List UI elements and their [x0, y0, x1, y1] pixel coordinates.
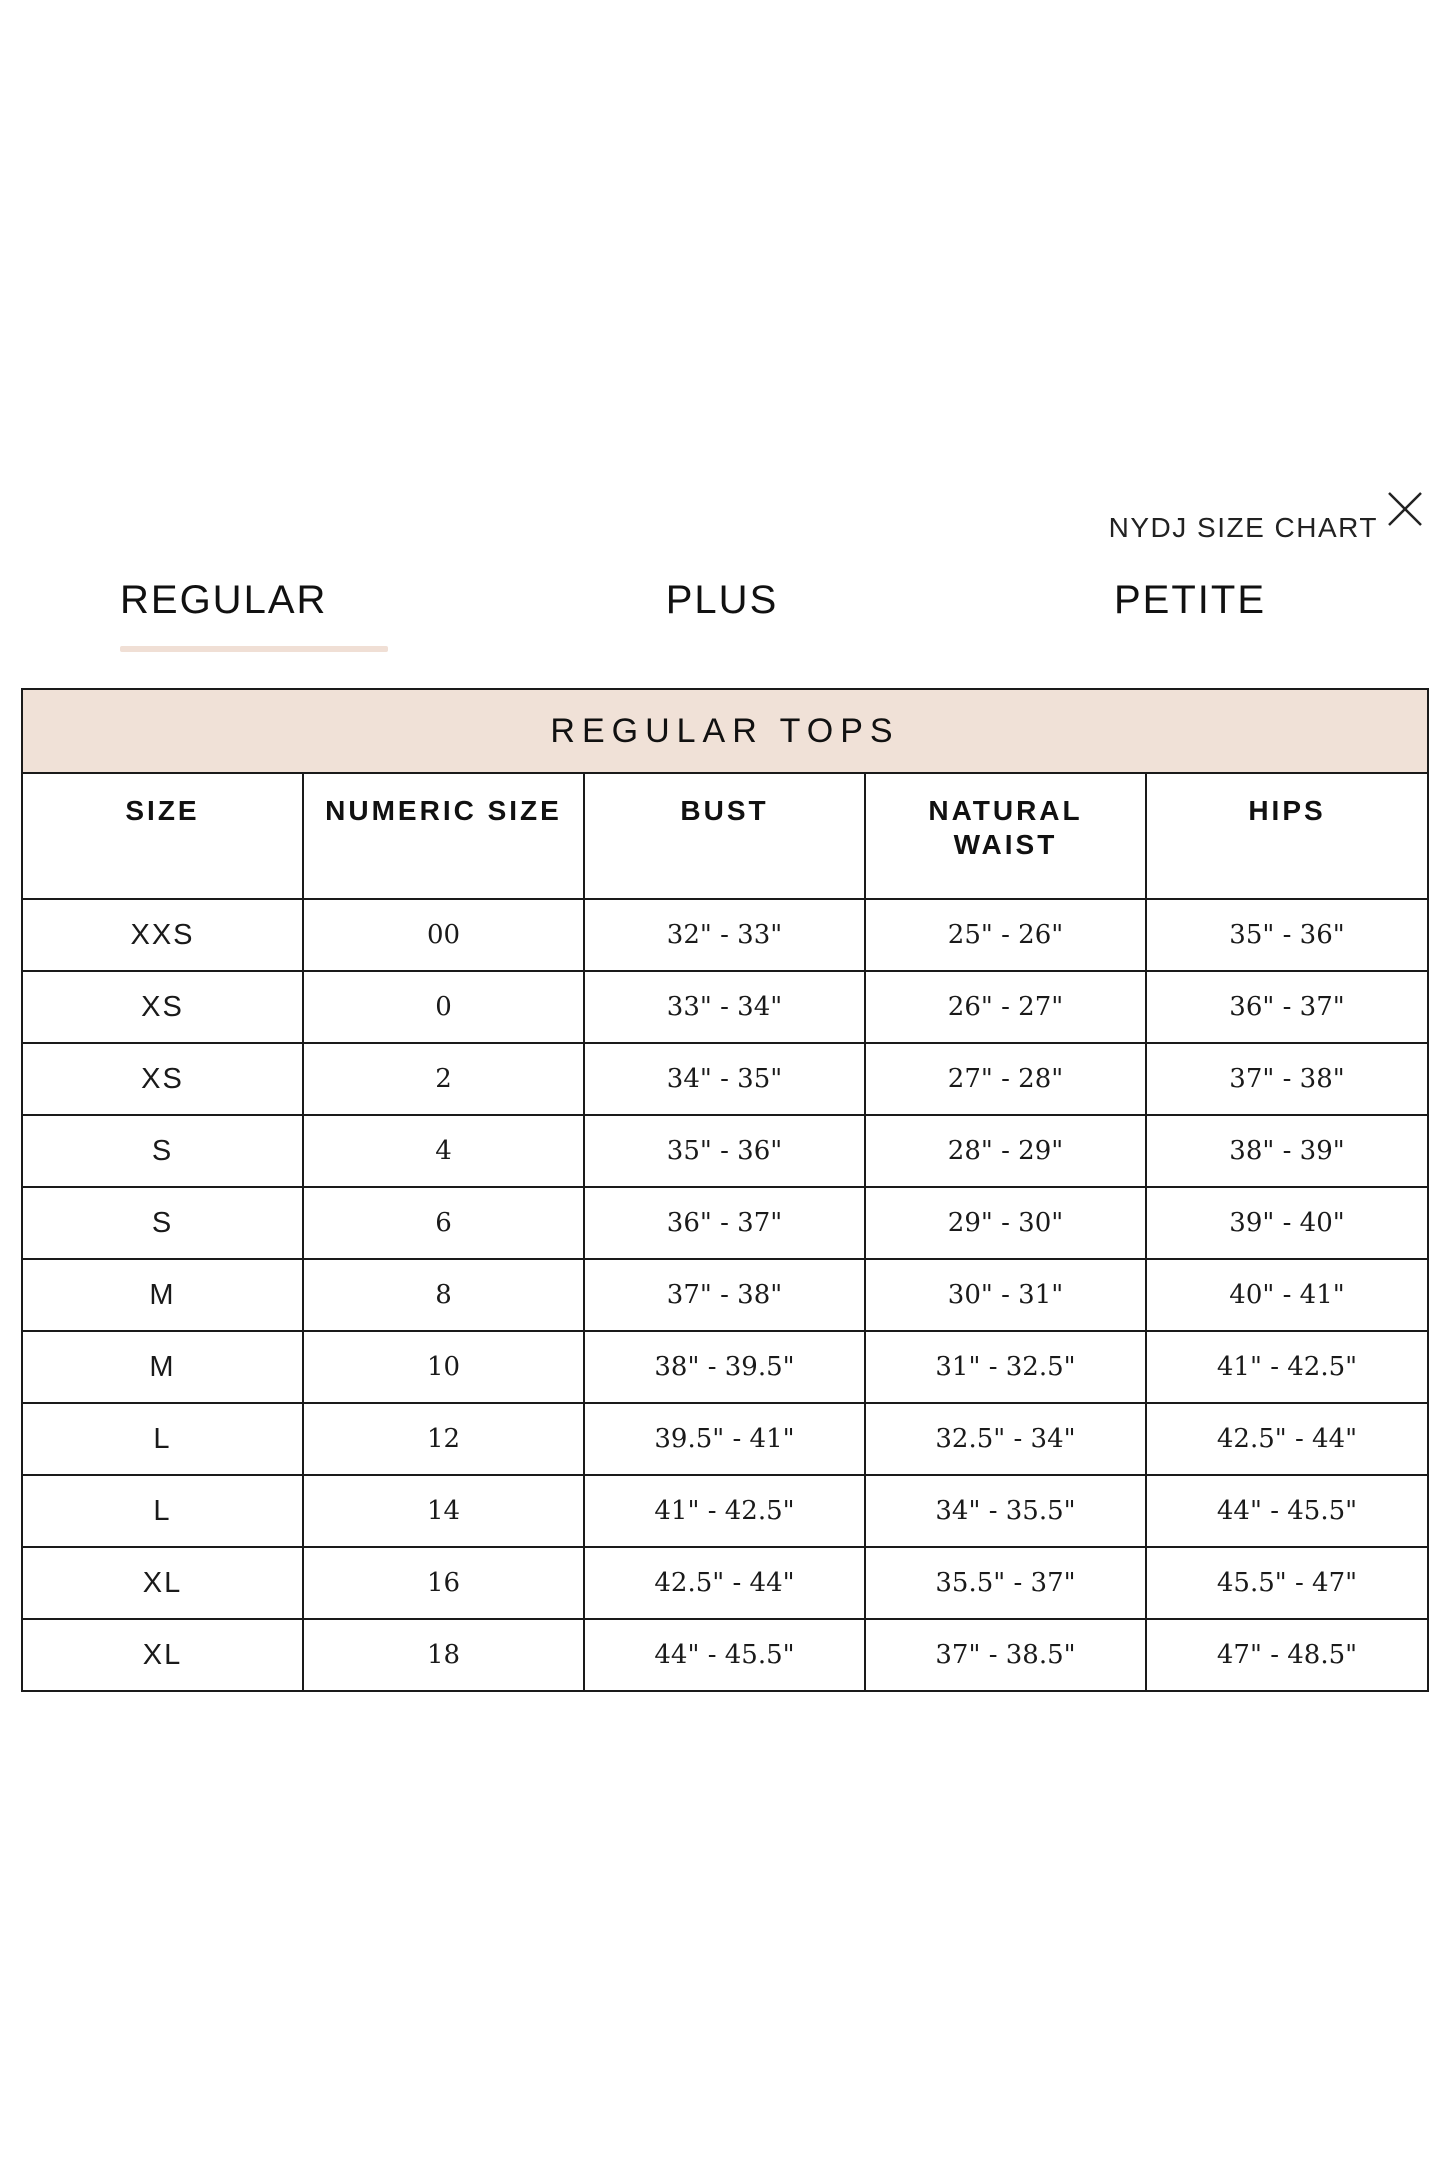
table-cell: 36" - 37": [1146, 971, 1428, 1043]
table-row: [22, 1475, 1428, 1547]
table-cell: 37" - 38": [584, 1259, 865, 1331]
table-cell: 25" - 26": [865, 899, 1146, 971]
tab-plus[interactable]: PLUS: [665, 578, 779, 622]
table-cell: 35" - 36": [1146, 899, 1428, 971]
table-cell: 29" - 30": [865, 1187, 1146, 1259]
table-cell: 37" - 38": [1146, 1043, 1428, 1115]
column-header-natural-waist: [865, 773, 1146, 899]
table-cell: XXS: [22, 899, 303, 971]
table-cell: 47" - 48.5": [1146, 1619, 1428, 1691]
table-row: [22, 1547, 1428, 1619]
natural-waist-label: NATURAL WAIST: [928, 795, 1083, 860]
table-cell: 31" - 32.5": [865, 1331, 1146, 1403]
table-cell: 38" - 39": [1146, 1115, 1428, 1187]
tab-petite[interactable]: PETITE: [1113, 578, 1267, 622]
table-cell: 32" - 33": [584, 899, 865, 971]
table-cell: XS: [22, 1043, 303, 1115]
table-cell: 33" - 34": [584, 971, 865, 1043]
column-header-hips: HIPS: [1146, 773, 1428, 899]
table-cell: 39.5" - 41": [584, 1403, 865, 1475]
table-cell: 36" - 37": [584, 1187, 865, 1259]
table-cell: 42.5" - 44": [1146, 1403, 1428, 1475]
table-cell: 27" - 28": [865, 1043, 1146, 1115]
table-cell: 44" - 45.5": [1146, 1475, 1428, 1547]
table-cell: 2: [303, 1043, 584, 1115]
table-cell: 28" - 29": [865, 1115, 1146, 1187]
table-cell: 26" - 27": [865, 971, 1146, 1043]
size-chart-title: NYDJ SIZE CHART: [1108, 512, 1378, 543]
table-cell: M: [22, 1259, 303, 1331]
table-row: [22, 1187, 1428, 1259]
table-cell: 40" - 41": [1146, 1259, 1428, 1331]
column-header-bust: BUST: [584, 773, 865, 899]
table-body: [22, 899, 1428, 1691]
table-cell: 42.5" - 44": [584, 1547, 865, 1619]
table-cell: 38" - 39.5": [584, 1331, 865, 1403]
table-row: [22, 971, 1428, 1043]
table-cell: 10: [303, 1331, 584, 1403]
table-cell: S: [22, 1115, 303, 1187]
table-cell: 32.5" - 34": [865, 1403, 1146, 1475]
table-cell: 12: [303, 1403, 584, 1475]
table-cell: L: [22, 1403, 303, 1475]
table-row: [22, 1043, 1428, 1115]
table-cell: 41" - 42.5": [1146, 1331, 1428, 1403]
table-cell: 30" - 31": [865, 1259, 1146, 1331]
size-category-tabs: [0, 578, 1445, 650]
size-chart-header: [0, 490, 1445, 550]
table-cell: 39" - 40": [1146, 1187, 1428, 1259]
table-row: [22, 1259, 1428, 1331]
close-icon: [1386, 490, 1424, 528]
close-button[interactable]: [1386, 490, 1424, 528]
table-cell: XS: [22, 971, 303, 1043]
table-cell: XL: [22, 1547, 303, 1619]
table-cell: 44" - 45.5": [584, 1619, 865, 1691]
table-cell: M: [22, 1331, 303, 1403]
table-cell: 34" - 35": [584, 1043, 865, 1115]
table-cell: 0: [303, 971, 584, 1043]
table-cell: S: [22, 1187, 303, 1259]
table-cell: 37" - 38.5": [865, 1619, 1146, 1691]
table-row: [22, 899, 1428, 971]
table-cell: 41" - 42.5": [584, 1475, 865, 1547]
table-cell: 35" - 36": [584, 1115, 865, 1187]
table-cell: 18: [303, 1619, 584, 1691]
table-cell: 45.5" - 47": [1146, 1547, 1428, 1619]
column-header-size: SIZE: [22, 773, 303, 899]
table-cell: 00: [303, 899, 584, 971]
table-cell: 16: [303, 1547, 584, 1619]
table-cell: 14: [303, 1475, 584, 1547]
table-header-row: [22, 773, 1428, 899]
table-row: [22, 1115, 1428, 1187]
table-cell: XL: [22, 1619, 303, 1691]
table-cell: L: [22, 1475, 303, 1547]
table-cell: 8: [303, 1259, 584, 1331]
active-tab-indicator: [120, 646, 388, 652]
table-cell: 35.5" - 37": [865, 1547, 1146, 1619]
column-header-numeric-size: NUMERIC SIZE: [303, 773, 584, 899]
tab-regular[interactable]: REGULAR: [120, 578, 328, 622]
table-row: [22, 1403, 1428, 1475]
table-cell: 6: [303, 1187, 584, 1259]
size-table: [21, 688, 1429, 1692]
table-caption: REGULAR TOPS: [22, 689, 1428, 773]
table-row: [22, 1331, 1428, 1403]
table-cell: 4: [303, 1115, 584, 1187]
table-row: [22, 1619, 1428, 1691]
table-cell: 34" - 35.5": [865, 1475, 1146, 1547]
